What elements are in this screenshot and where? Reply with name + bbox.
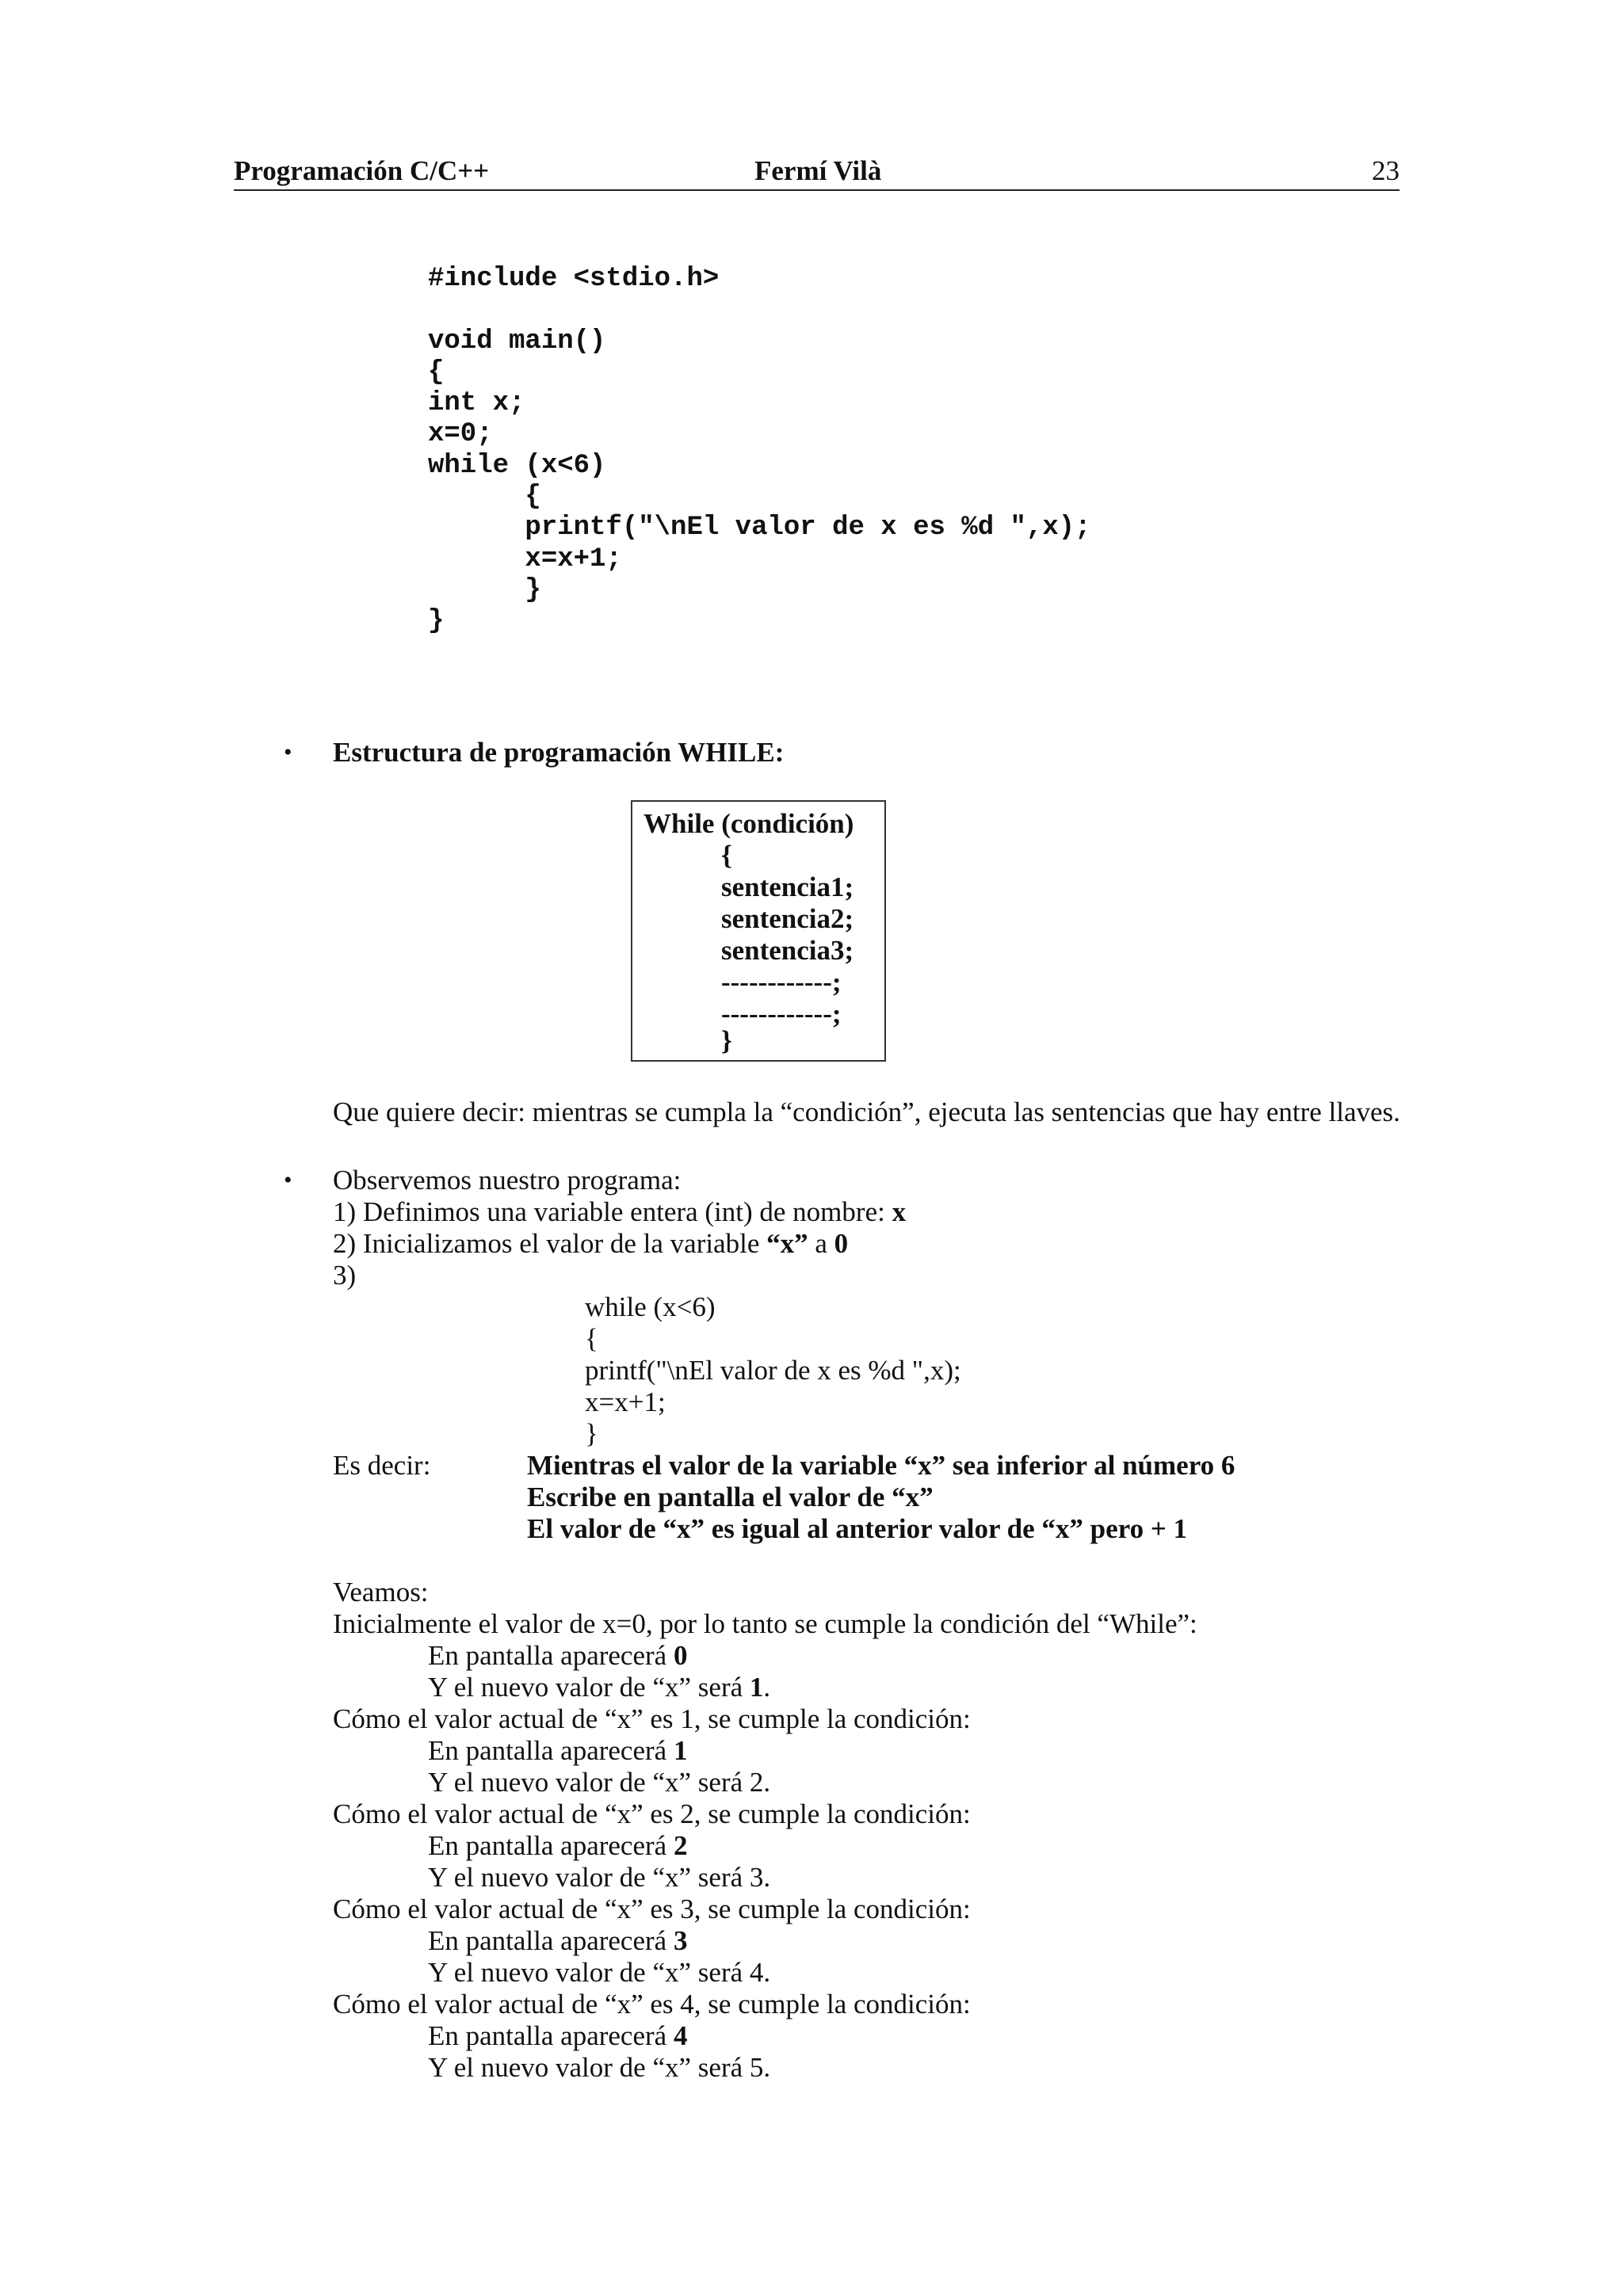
step-2-value: 0 — [834, 1228, 849, 1259]
screen-value: 4 — [673, 2020, 688, 2051]
code-line: x=0; — [428, 419, 493, 450]
snippet-line: } — [585, 1418, 598, 1449]
step-2-text: 2) Inicializamos el valor de la variable — [333, 1228, 767, 1259]
screen-output-line — [428, 1925, 687, 1957]
snippet-line: x=x+1; — [585, 1386, 666, 1417]
code-line: } — [428, 606, 445, 637]
new-prefix: Y el nuevo valor de “x” será — [428, 1862, 750, 1893]
new-prefix: Y el nuevo valor de “x” será — [428, 1767, 750, 1798]
screen-value: 1 — [673, 1735, 688, 1766]
code-line: printf("\nEl valor de x es %d ",x); — [428, 513, 1091, 543]
while-box-line: sentencia1; — [721, 871, 854, 902]
new-value: 2. — [749, 1767, 771, 1798]
code-line: while (x<6) — [428, 450, 606, 481]
meaning-line: Mientras el valor de la variable “x” sea inferior al número 6 — [527, 1450, 1235, 1481]
header-divider — [234, 189, 1400, 191]
screen-prefix: En pantalla aparecerá — [428, 1925, 674, 1956]
condition-line: Cómo el valor actual de “x” es 2, se cumple la condición: — [333, 1798, 971, 1829]
es-decir-label: Es decir: — [333, 1450, 431, 1481]
new-prefix: Y el nuevo valor de “x” será — [428, 2052, 750, 2083]
section-heading: Estructura de programación WHILE: — [333, 737, 785, 768]
while-box-line: ------------; — [721, 967, 842, 997]
while-box-line: sentencia3; — [721, 935, 854, 966]
while-box-line: ------------; — [721, 998, 842, 1029]
snippet-line: { — [585, 1323, 598, 1354]
new-value: 1 — [749, 1672, 764, 1703]
while-box-line: } — [721, 1025, 732, 1056]
while-box-header: While (condición) — [643, 808, 854, 839]
step-1 — [333, 1196, 906, 1228]
screen-prefix: En pantalla aparecerá — [428, 1735, 674, 1766]
screen-value: 2 — [673, 1830, 688, 1861]
meaning-line: Escribe en pantalla el valor de “x” — [527, 1482, 934, 1512]
bullet-marker: • — [284, 1167, 292, 1193]
screen-prefix: En pantalla aparecerá — [428, 1640, 674, 1671]
step-3: 3) — [333, 1260, 357, 1291]
page-number: 23 — [1372, 155, 1400, 186]
code-listing — [428, 264, 1091, 638]
snippet-line: while (x<6) — [585, 1291, 716, 1322]
screen-output-line — [428, 1735, 687, 1767]
condition-line: Cómo el valor actual de “x” es 1, se cumple la condición: — [333, 1703, 971, 1734]
header-author: Fermí Vilà — [754, 155, 882, 186]
step-2-var: “x” — [766, 1228, 808, 1259]
new-value: 5. — [749, 2052, 771, 2083]
screen-value: 3 — [673, 1925, 688, 1956]
code-line: int x; — [428, 388, 525, 419]
while-explanation: Que quiere decir: mientras se cumpla la “condición”, ejecuta las sentencias que hay entre llaves. — [333, 1097, 1400, 1127]
walkthrough-heading: Veamos: — [333, 1577, 429, 1608]
code-line: x=x+1; — [428, 543, 622, 574]
screen-prefix: En pantalla aparecerá — [428, 1830, 674, 1861]
bullet-marker: • — [284, 739, 292, 765]
new-value-line — [428, 1862, 770, 1894]
meaning-line: El valor de “x” es igual al anterior valor de “x” pero + 1 — [527, 1513, 1188, 1544]
new-value: 4. — [749, 1957, 771, 1988]
new-value-end: . — [763, 1672, 771, 1703]
screen-output-line — [428, 2020, 687, 2052]
screen-output-line — [428, 1640, 687, 1672]
screen-value: 0 — [673, 1640, 688, 1671]
condition-line: Cómo el valor actual de “x” es 4, se cumple la condición: — [333, 1989, 971, 2019]
new-value-line — [428, 1957, 770, 1989]
snippet-line: printf("\nEl valor de x es %d ",x); — [585, 1355, 961, 1386]
new-prefix: Y el nuevo valor de “x” será — [428, 1672, 750, 1703]
new-value-line — [428, 1767, 770, 1798]
header-title: Programación C/C++ — [234, 155, 490, 186]
step-1-text: 1) Definimos una variable entera (int) de nombre: — [333, 1196, 892, 1227]
new-prefix: Y el nuevo valor de “x” será — [428, 1957, 750, 1988]
while-box-line: { — [721, 840, 732, 871]
code-line: void main() — [428, 326, 606, 357]
code-line: } — [428, 574, 541, 605]
new-value-line — [428, 2052, 770, 2084]
new-value-line — [428, 1672, 770, 1703]
code-line: { — [428, 482, 541, 513]
screen-output-line — [428, 1830, 687, 1862]
while-syntax-box — [631, 800, 886, 1062]
screen-prefix: En pantalla aparecerá — [428, 2020, 674, 2051]
step-2-mid: a — [808, 1228, 834, 1259]
code-line: #include <stdio.h> — [428, 264, 720, 294]
condition-line: Cómo el valor actual de “x” es 3, se cumple la condición: — [333, 1894, 971, 1924]
step-2 — [333, 1228, 848, 1260]
program-intro: Observemos nuestro programa: — [333, 1165, 682, 1196]
new-value: 3. — [749, 1862, 771, 1893]
code-line: { — [428, 357, 445, 387]
while-box-line: sentencia2; — [721, 903, 854, 934]
step-1-var: x — [892, 1196, 907, 1227]
walkthrough-initial: Inicialmente el valor de x=0, por lo tanto se cumple la condición del “While”: — [333, 1608, 1197, 1639]
